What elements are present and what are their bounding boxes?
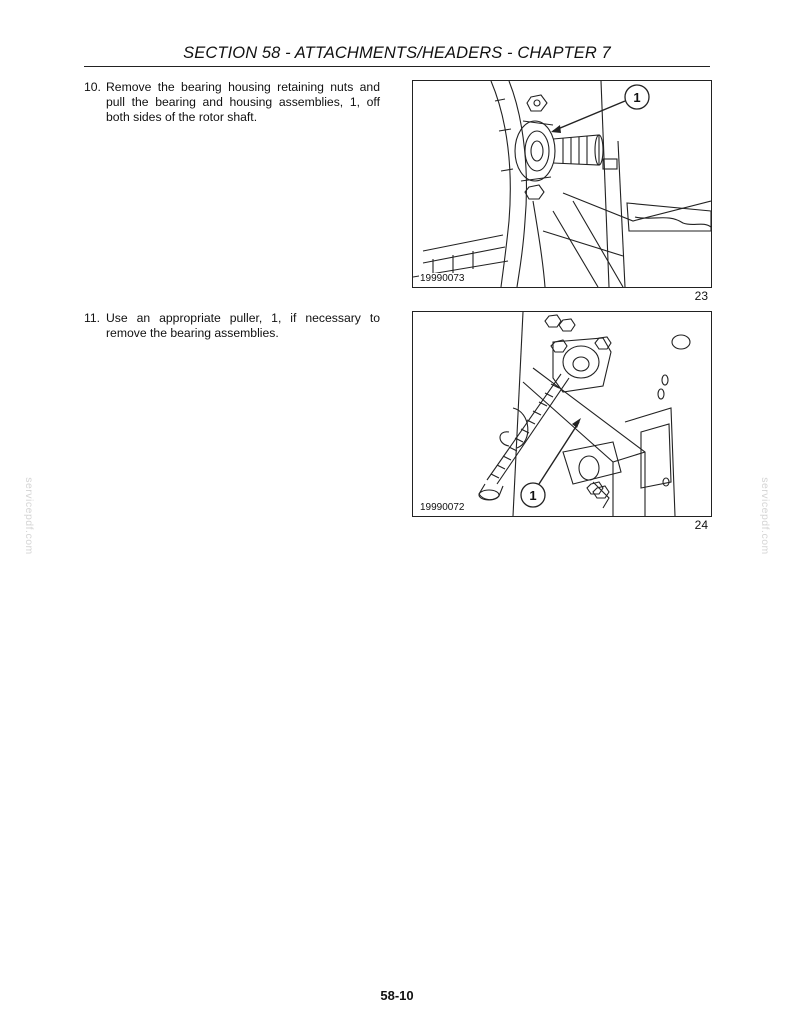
callout-label: 1 [633,90,641,105]
step-text: Use an appropriate puller, 1, if necessary to remove the bearing assemblies. [106,311,380,340]
figure-23-illustration [412,80,712,288]
figure-24-illustration [412,311,712,517]
bearing-puller-drawing [413,312,711,516]
step-10 [84,80,380,125]
watermark-right: servicepdf.com [758,477,771,555]
watermark-left: servicepdf.com [22,477,35,555]
step-number: 11. [84,311,101,325]
callout-label: 1 [529,488,537,503]
figure-code: 19990072 [420,502,465,513]
step-text: Remove the bearing housing retaining nuts and pull the bearing and housing assemblies, 1, off both sides of the rotor shaft. [106,80,380,124]
header-rule [84,66,710,67]
bearing-housing-drawing [413,81,711,287]
figure-number: 24 [694,518,708,532]
figure-code: 19990073 [420,273,465,284]
section-header: SECTION 58 - ATTACHMENTS/HEADERS - CHAPTER 7 [183,44,611,62]
step-11 [84,311,380,341]
page-number: 58-10 [380,988,414,1003]
step-number: 10. [84,80,101,94]
figure-number: 23 [694,289,708,303]
